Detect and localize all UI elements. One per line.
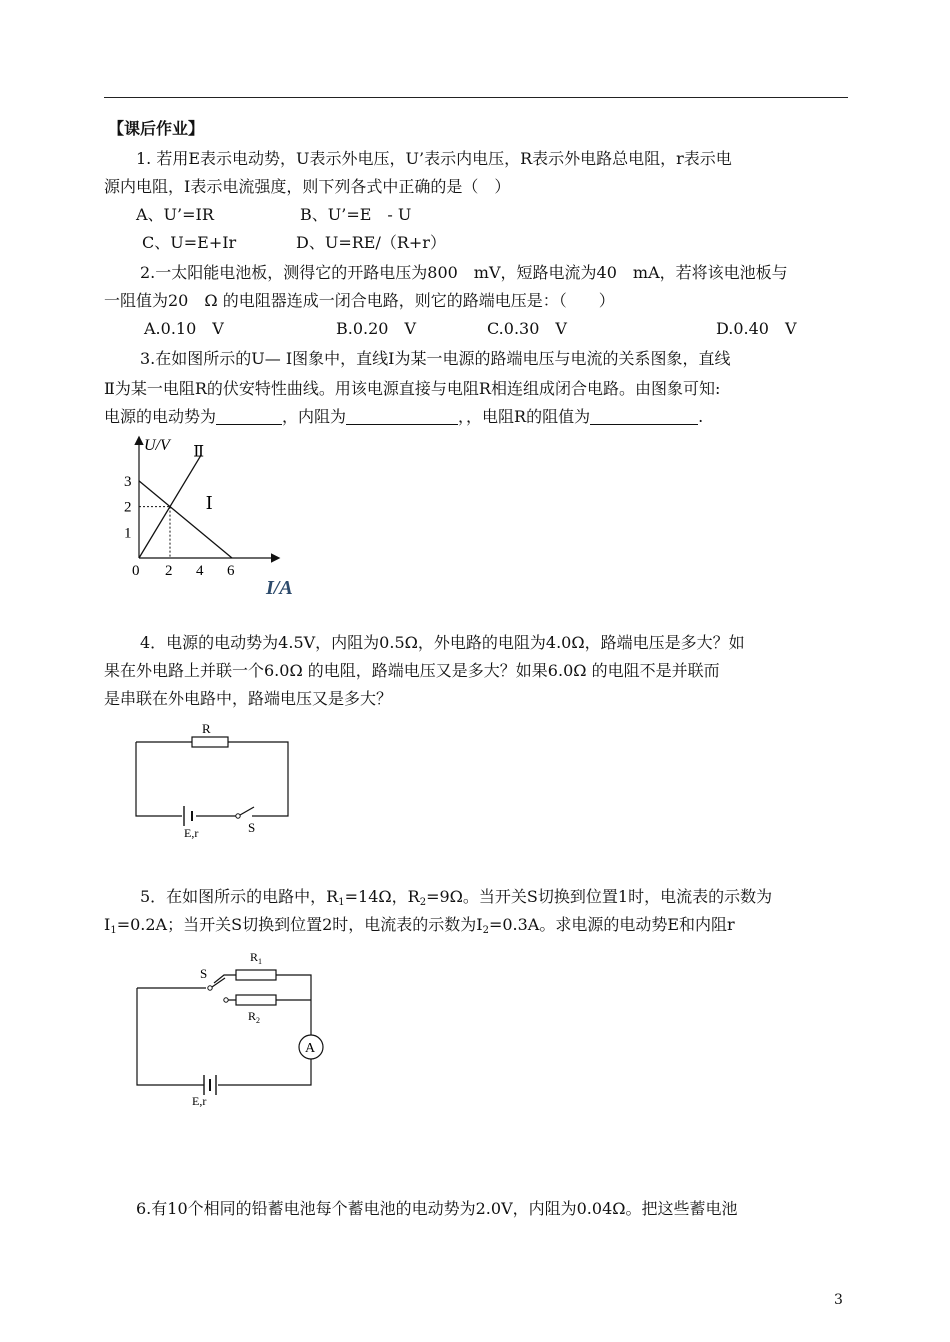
x-tick-label-4: 4: [196, 563, 204, 579]
q3-end: .: [698, 407, 704, 426]
q3-line1: 3.在如图所示的U— I图象中，直线Ⅰ为某一电源的路端电压与电流的关系图象，直线: [140, 349, 731, 368]
q6-line1: 6.有10个相同的铅蓄电池每个蓄电池的电动势为2.0V，内阻为0.04Ω。把这些蓄电池: [136, 1199, 738, 1218]
q5-r2-label: $R_2$: [248, 1009, 261, 1025]
series-label-II: Ⅱ: [193, 443, 205, 461]
q4-battery-label: E,r: [184, 826, 199, 840]
q4-switch-label: S: [248, 820, 256, 835]
q1-line1: 1. 若用E表示电动势，U表示外电压，U’表示内电压，R表示外电路总电阻，r表示电: [136, 149, 732, 168]
q5-resistor-r1: [236, 970, 276, 980]
q2-line2: 一阻值为20 Ω 的电阻器连成一闭合电路，则它的路端电压是：（ ）: [104, 291, 615, 310]
q5-switch-contact-2: [224, 998, 228, 1002]
q3-r-blank[interactable]: [590, 408, 698, 425]
x-tick-label-6: 6: [227, 563, 235, 579]
q3-line2: Ⅱ为某一电阻R的伏安特性曲线。用该电源直接与电阻R相连组成闭合电路。由图象可知:: [104, 379, 721, 398]
q4-circuit-wire: [136, 742, 288, 816]
q4-switch-blade: [240, 807, 254, 815]
q3-emf-label: 电源的电动势为: [104, 407, 217, 426]
q5-circuit-wire: [137, 975, 311, 1085]
q5-switch-pivot: [208, 986, 212, 990]
y-tick-label-2: 2: [124, 499, 132, 516]
q5-circuit-diagram: [130, 942, 330, 1112]
q4-line3: 是串联在外电路中，路端电压又是多大？: [104, 689, 393, 708]
q3-emf-blank[interactable]: [216, 408, 282, 425]
x-tick-label-2: 2: [165, 563, 173, 579]
q4-switch-contact: [236, 814, 240, 818]
q1-line2: 源内电阻，I表示电流强度，则下列各式中正确的是（ ）: [104, 177, 511, 196]
y-axis-label: U/V: [144, 437, 170, 454]
q4-line1: 4．电源的电动势为4.5V，内阻为0.5Ω，外电路的电阻为4.0Ω，路端电压是多大？如: [140, 633, 745, 652]
q4-circuit-diagram: [128, 716, 298, 841]
ui-graph: [110, 432, 310, 627]
q5-resistor-r2: [236, 995, 276, 1005]
q5-battery-label: E,r: [192, 1094, 207, 1108]
q4-line2: 果在外电路上并联一个6.0Ω 的电阻，路端电压又是多大？如果6.0Ω 的电阻不是并联而: [104, 661, 720, 680]
q2-option-a: A.0.10 V: [144, 319, 224, 338]
page-number: 3: [834, 1292, 843, 1308]
q5-r1-label: $R_1$: [250, 950, 263, 966]
q3-resistance-label: ，内阻为: [282, 407, 347, 426]
q2-option-d: D.0.40 V: [716, 319, 797, 338]
q4-resistor-label: R: [202, 721, 211, 736]
header-rule: [104, 97, 848, 98]
q2-option-c: C.0.30 V: [487, 319, 567, 338]
y-tick-label-1: 1: [124, 525, 132, 542]
q1-option-b: B、U’=E - U: [300, 205, 412, 224]
q5-switch-label: S: [200, 966, 208, 981]
section-title: 【课后作业】: [108, 119, 205, 138]
y-tick-label-3: 3: [124, 473, 132, 490]
q1-option-c: C、U=E+Ir: [142, 233, 237, 252]
q3-r-label: ，，电阻R的阻值为: [458, 407, 591, 426]
q3-line3: [104, 406, 703, 428]
q2-option-b: B.0.20 V: [336, 319, 417, 338]
q3-internal-resistance-blank[interactable]: [346, 408, 458, 425]
q5-ammeter-label: A: [305, 1041, 316, 1056]
series-label-I: Ⅰ: [205, 493, 213, 514]
q1-option-d: D、U=RE/（R+r）: [296, 233, 446, 252]
q4-resistor: [192, 737, 228, 747]
q2-line1: 2.一太阳能电池板，测得它的开路电压为800 mV，短路电流为40 mA，若将该电池板与: [140, 263, 788, 282]
q5-line2: $I_1=0.2A$；当开关S切换到位置2时，电流表的示数为$I_2=0.3A$。求电源的电动势E和内阻r: [104, 915, 735, 936]
series-line-I: [139, 481, 232, 558]
x-tick-label-0: 0: [132, 563, 140, 579]
q1-option-a: A、U’=IR: [136, 205, 214, 224]
x-axis-label: I/A: [266, 577, 293, 599]
q5-line1: 5．在如图所示的电路中，$R_1=14\Omega$，$R_2=9\Omega$。当开关S切换到位置1时，电流表的示数为: [140, 887, 773, 908]
